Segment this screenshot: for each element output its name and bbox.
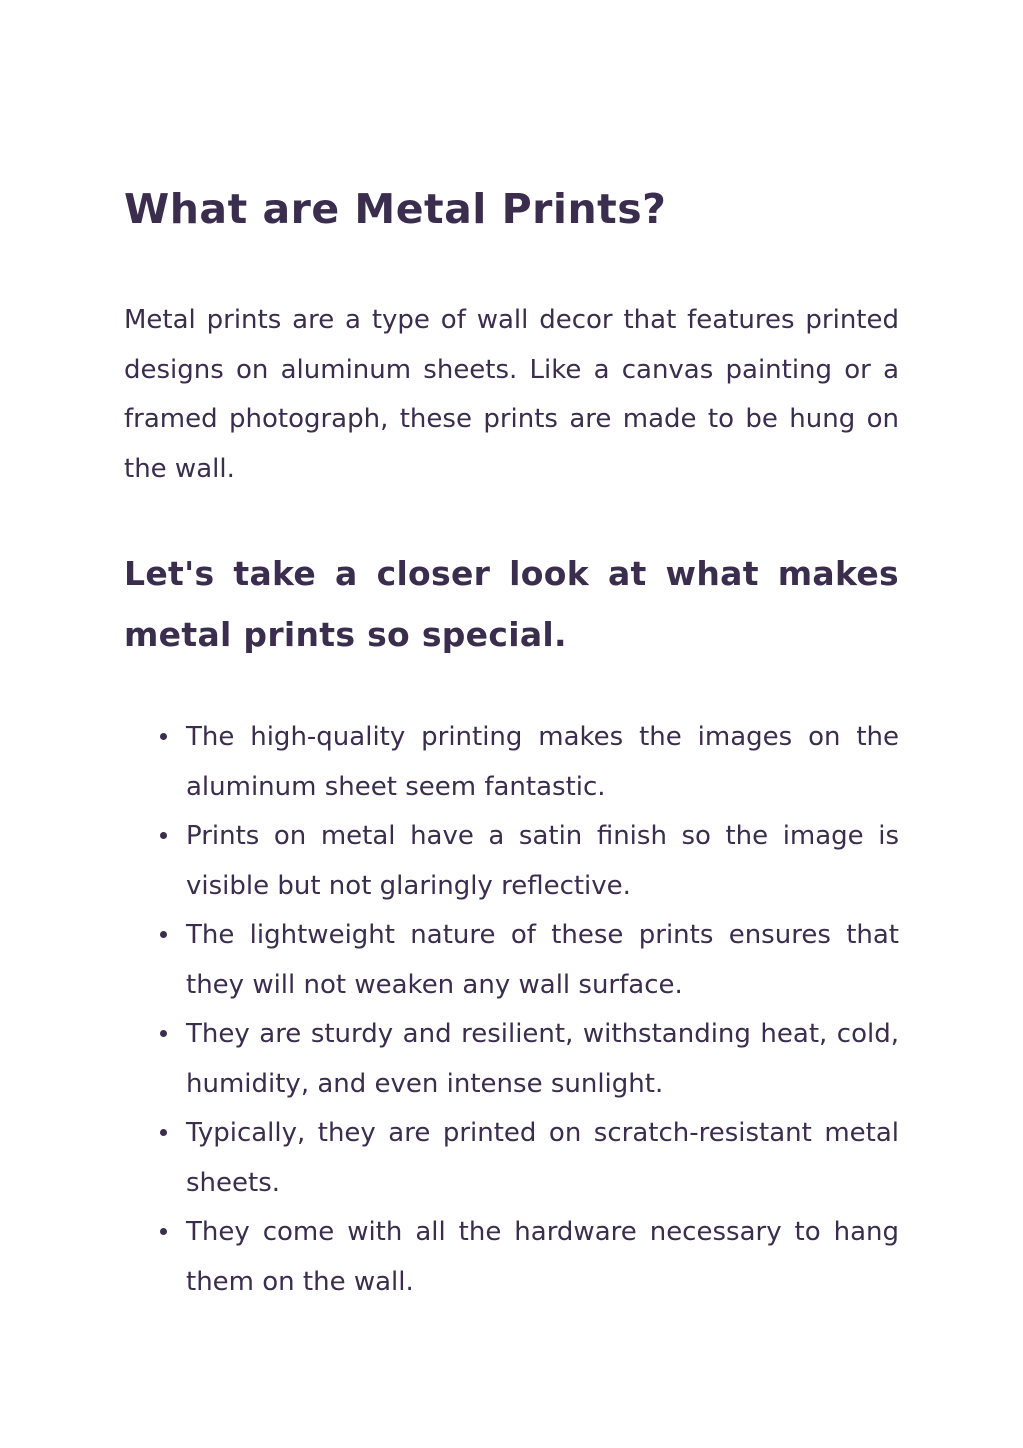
bullet-icon [160,931,167,938]
list-item [124,713,899,812]
list-item-text: They come with all the hardware necessary to hang them on the wall. [186,1217,899,1297]
list-item-text: Typically, they are printed on scratch-resistant metal sheets. [186,1118,899,1198]
bullet-icon [160,733,167,740]
list-item-text: The high-quality printing makes the images on the aluminum sheet seem fantastic. [186,722,899,802]
list-item [124,812,899,911]
list-item [124,911,899,1010]
feature-list [124,713,899,1307]
bullet-icon [160,832,167,839]
page-title: What are Metal Prints? [124,185,667,233]
section-heading: Let's take a closer look at what makes metal prints so special. [124,554,899,654]
list-item-text: Prints on metal have a satin finish so the image is visible but not glaringly reflective. [186,821,899,901]
bullet-icon [160,1129,167,1136]
bullet-icon [160,1228,167,1235]
bullet-icon [160,1030,167,1037]
list-item [124,1208,899,1307]
list-item-text: The lightweight nature of these prints ensures that they will not weaken any wall surface. [186,920,899,1000]
list-item [124,1109,899,1208]
list-item-text: They are sturdy and resilient, withstanding heat, cold, humidity, and even intense sunlight. [186,1019,899,1099]
intro-paragraph: Metal prints are a type of wall decor that features printed designs on aluminum sheets. Like a canvas painting or a framed photograph, these prints are made to be hung on the wall. [124,305,899,484]
list-item [124,1010,899,1109]
